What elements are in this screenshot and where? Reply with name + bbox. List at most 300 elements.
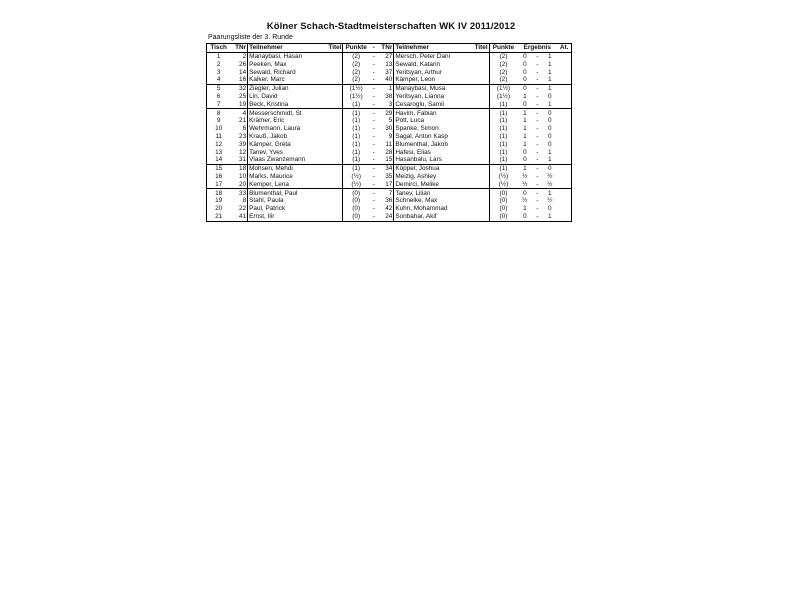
table-cell-name-white: Vlaas Zwanzemann: [248, 156, 324, 164]
table-cell-name-white: Blumenthal, Paul: [249, 189, 298, 197]
table-cell-name-white: Wehrmann, Laura: [249, 125, 301, 133]
table-cell-dash: -: [372, 85, 375, 93]
table-cell-tnr-black: 7: [379, 189, 394, 197]
table-cell-name-black: Köppel, Joshua: [395, 165, 440, 173]
table-cell-titel-black: [470, 181, 489, 189]
table-cell-name-black: Spanke, Simon: [395, 125, 439, 133]
table-cell-tisch: 17: [207, 181, 231, 189]
table-cell-tisch: 18: [207, 189, 231, 197]
table-cell-tnr-black: 17: [379, 181, 394, 189]
table-cell-result-dash: -: [536, 109, 539, 117]
table-cell-name-white: Mohsen, Mehdi: [249, 165, 293, 173]
table-cell-dash: -: [372, 165, 375, 173]
table-cell-titel-black: [470, 156, 489, 164]
table-cell-tisch: 13: [207, 148, 231, 156]
table-cell-tnr-white: 39: [230, 141, 247, 149]
table-cell-at: [557, 61, 571, 69]
table-cell-tisch: 6: [207, 93, 231, 101]
header-punkte-black: Punkte: [489, 44, 517, 53]
table-cell-tnr-black: 38: [379, 93, 394, 101]
table-cell-result-dash: -: [536, 173, 539, 181]
table-cell-punkte-white: (1): [352, 117, 361, 125]
table-cell-punkte-black: (½): [498, 173, 509, 181]
table-cell-punkte-white: (1): [343, 156, 369, 164]
table-cell-result-white: ½: [522, 173, 528, 181]
table-cell-result-white: 0: [517, 101, 532, 109]
table-cell-at: [557, 197, 571, 205]
table-row: [207, 101, 572, 109]
table-cell-tnr-white: 6: [230, 125, 247, 133]
table-cell-punkte-black: (0): [499, 197, 508, 205]
round-subtitle: Paarungsliste der 3. Runde: [208, 34, 293, 41]
table-row: [207, 197, 572, 205]
table-cell-punkte-black: (1½): [496, 85, 510, 93]
table-cell-result-white: 0: [517, 76, 532, 84]
table-cell-result-dash: -: [536, 165, 539, 173]
table-cell-dash: -: [372, 60, 375, 68]
table-cell-dash: -: [372, 93, 375, 101]
table-cell-tisch: 14: [207, 156, 231, 164]
table-cell-titel-black: [470, 141, 489, 149]
table-cell-result-white: 1: [523, 109, 527, 117]
page-title: Kölner Schach-Stadtmeisterschaften WK IV 2011/2012: [266, 21, 516, 32]
table-cell-titel-white: [323, 84, 342, 92]
table-cell-name-white: Kalker, Marc: [248, 76, 324, 84]
table-cell-punkte-white: (1½): [349, 93, 363, 101]
table-cell-dash: -: [372, 189, 375, 197]
table-cell-titel-white: [323, 156, 342, 164]
table-cell-dash: -: [372, 148, 375, 156]
table-cell-name-white: Marks, Maurice: [249, 173, 293, 181]
table-cell-titel-white: [323, 101, 342, 109]
table-cell-tisch: 9: [207, 117, 231, 125]
table-cell-dash: -: [372, 68, 375, 76]
table-cell-tisch: 15: [207, 164, 231, 172]
table-cell-tisch: 1: [207, 52, 231, 60]
table-cell-titel-white: [323, 205, 342, 213]
table-cell-punkte-black: (1): [499, 109, 508, 117]
table-cell-tisch: 11: [207, 133, 231, 141]
table-cell-tnr-black: 15: [379, 156, 394, 164]
table-cell-result-white: 0: [523, 85, 527, 93]
table-cell-punkte-white: (1): [343, 101, 369, 109]
table-cell-result-white: 0: [523, 60, 527, 68]
header-dash: -: [369, 44, 379, 53]
table-cell-titel-white: [323, 125, 342, 133]
table-cell-result-dash: -: [536, 68, 539, 76]
table-cell-tnr-white: 26: [230, 61, 247, 69]
table-cell-dash: -: [372, 140, 375, 148]
table-cell-result-white: 0: [523, 148, 527, 156]
table-row: [207, 148, 572, 156]
table-cell-tnr-black: 37: [379, 68, 394, 76]
table-cell-name-black: Havim, Fabian: [395, 109, 437, 117]
table-cell-tnr-black: 13: [379, 61, 394, 69]
table-row: [207, 173, 572, 181]
table-row: [207, 133, 572, 141]
table-row: [207, 61, 572, 69]
table-cell-name-white: Ernst, Ilir: [248, 213, 324, 221]
table-cell-name-black: Schnelke, Max: [395, 197, 438, 205]
table-cell-punkte-white: (1): [352, 109, 361, 117]
table-cell-name-black: Sonbahar, Akif: [394, 213, 470, 221]
table-cell-at: [557, 205, 571, 213]
table-cell-punkte-white: (2): [352, 68, 361, 76]
table-cell-titel-white: [323, 109, 342, 117]
table-cell-name-white: Paul, Patrick: [249, 205, 286, 213]
table-cell-titel-white: [323, 133, 342, 141]
table-cell-punkte-white: (0): [352, 205, 361, 213]
table-cell-name-white: Peeken, Max: [249, 60, 287, 68]
table-cell-name-white: Ziegler, Julian: [249, 85, 289, 93]
table-cell-punkte-black: (1): [499, 140, 508, 148]
table-cell-tnr-white: 8: [230, 197, 247, 205]
table-cell-result-dash: -: [532, 76, 542, 84]
table-cell-tnr-black: 30: [379, 125, 394, 133]
table-row: [207, 109, 572, 117]
header-tisch: Tisch: [207, 44, 231, 53]
table-cell-name-black: Sagal, Anton Kasp: [395, 133, 448, 141]
table-cell-titel-black: [470, 125, 489, 133]
table-cell-titel-black: [470, 52, 489, 60]
table-cell-titel-black: [470, 76, 489, 84]
table-cell-punkte-white: (½): [351, 173, 361, 181]
table-cell-titel-white: [323, 164, 342, 172]
table-cell-tnr-white: 4: [230, 109, 247, 117]
table-cell-punkte-black: (0): [499, 189, 508, 197]
table-cell-name-black: Blumenthal, Jakob: [395, 140, 448, 148]
table-cell-result-dash: -: [536, 133, 539, 141]
table-row: [207, 76, 572, 84]
table-cell-tnr-white: 10: [230, 173, 247, 181]
table-cell-tnr-black: 36: [379, 197, 394, 205]
table-cell-name-black: Hasanbalu, Lars: [394, 156, 470, 164]
table-cell-name-white: Kämper, Greta: [249, 140, 291, 148]
table-cell-dash: -: [369, 101, 379, 109]
table-cell-tnr-white: 22: [230, 205, 247, 213]
table-cell-name-black: Sewald, Katarin: [395, 60, 441, 68]
table-cell-titel-black: [470, 101, 489, 109]
table-cell-result-black: 1: [547, 68, 552, 76]
table-cell-punkte-black: (2): [499, 68, 508, 76]
table-cell-result-dash: -: [536, 125, 539, 133]
table-cell-result-black: 0: [547, 133, 552, 141]
table-cell-tisch: 7: [207, 101, 231, 109]
table-cell-result-white: 0: [523, 53, 527, 61]
table-cell-result-black: 1: [542, 101, 557, 109]
table-cell-tnr-black: 28: [379, 148, 394, 156]
table-cell-punkte-black: (1½): [496, 93, 510, 101]
table-cell-result-white: 0: [523, 189, 527, 197]
pairings-body: [207, 52, 572, 221]
table-cell-punkte-black: (1): [489, 156, 517, 164]
table-cell-name-black: Hafesi, Elias: [395, 148, 431, 156]
pairings-table: [206, 43, 572, 222]
table-cell-punkte-white: (1½): [349, 85, 363, 93]
table-cell-name-white: Messerschmidt, St: [249, 109, 302, 117]
table-row: [207, 125, 572, 133]
table-cell-tisch: 20: [207, 205, 231, 213]
table-cell-punkte-black: (2): [499, 53, 508, 61]
table-cell-tnr-black: 9: [379, 133, 394, 141]
table-cell-titel-black: [470, 173, 489, 181]
table-cell-tnr-black: 42: [379, 205, 394, 213]
header-titel-white: Titel: [323, 44, 342, 53]
table-cell-punkte-black: (1): [499, 148, 508, 156]
table-cell-result-white: 1: [523, 133, 527, 141]
header-at: At.: [557, 44, 571, 53]
table-cell-result-white: 0: [517, 156, 532, 164]
table-cell-tisch: 3: [207, 68, 231, 76]
table-cell-result-black: 0: [547, 93, 552, 101]
table-cell-dash: -: [372, 53, 375, 61]
table-cell-result-black: 0: [547, 109, 552, 117]
table-row: [207, 141, 572, 149]
table-cell-tisch: 8: [207, 109, 231, 117]
table-cell-punkte-white: (1): [352, 148, 361, 156]
table-cell-result-dash: -: [532, 101, 542, 109]
table-cell-titel-black: [470, 68, 489, 76]
table-cell-result-white: 0: [523, 68, 527, 76]
table-cell-tnr-black: 24: [379, 213, 394, 221]
table-cell-name-white: Manaybasi, Hasan: [249, 53, 303, 61]
table-cell-result-dash: -: [536, 85, 539, 93]
table-cell-result-black: 0: [547, 205, 552, 213]
table-cell-name-white: Lin, David: [249, 93, 278, 101]
table-cell-result-black: 1: [542, 156, 557, 164]
table-cell-at: [557, 181, 571, 189]
table-cell-at: [557, 141, 571, 149]
table-row: [207, 156, 572, 164]
table-cell-punkte-white: (0): [343, 213, 369, 221]
table-cell-tnr-white: 19: [230, 101, 247, 109]
table-cell-name-black: Tanev, Lilian: [395, 189, 431, 197]
table-cell-punkte-black: (2): [499, 60, 508, 68]
table-cell-punkte-white: (2): [352, 60, 361, 68]
table-cell-titel-black: [470, 117, 489, 125]
header-tnr-black: TNr: [379, 44, 394, 53]
table-cell-punkte-white: (1): [352, 133, 361, 141]
table-cell-result-dash: -: [536, 140, 539, 148]
table-cell-at: [557, 117, 571, 125]
table-cell-at: [557, 84, 571, 92]
table-cell-titel-white: [323, 117, 342, 125]
table-cell-at: [557, 76, 571, 84]
table-cell-tisch: 5: [207, 84, 231, 92]
table-cell-name-white: Krämer, Eric: [249, 117, 285, 125]
table-cell-result-dash: -: [536, 189, 539, 197]
table-row: [207, 189, 572, 197]
table-cell-titel-white: [323, 76, 342, 84]
table-cell-name-black: Mersch, Peter Dani: [395, 53, 451, 61]
table-cell-result-dash: -: [532, 156, 542, 164]
table-cell-titel-white: [323, 93, 342, 101]
table-cell-result-dash: -: [536, 148, 539, 156]
table-cell-tnr-white: 18: [230, 164, 247, 172]
table-cell-tisch: 2: [207, 61, 231, 69]
table-cell-dash: -: [372, 205, 375, 213]
table-cell-dash: -: [372, 125, 375, 133]
table-cell-at: [557, 52, 571, 60]
table-cell-punkte-white: (2): [352, 53, 361, 61]
table-cell-punkte-black: (1): [499, 133, 508, 141]
table-cell-titel-black: [470, 148, 489, 156]
table-cell-tnr-black: 5: [379, 117, 394, 125]
table-cell-result-black: 1: [547, 60, 552, 68]
table-cell-punkte-white: (1): [352, 140, 361, 148]
table-cell-tnr-black: 11: [379, 141, 394, 149]
table-cell-result-black: 0: [547, 117, 552, 125]
table-cell-name-black: Meizig, Ashley: [395, 173, 437, 181]
table-cell-result-dash: -: [532, 213, 542, 221]
table-cell-titel-black: [470, 61, 489, 69]
table-cell-dash: -: [369, 213, 379, 221]
table-cell-titel-white: [323, 181, 342, 189]
table-cell-punkte-white: (2): [343, 76, 369, 84]
table-cell-name-black: Manaybasi, Musa: [395, 85, 446, 93]
table-cell-name-black: Cesaroglu, Samil: [394, 101, 470, 109]
table-row: [207, 117, 572, 125]
table-cell-tnr-white: 25: [230, 93, 247, 101]
table-cell-result-dash: -: [536, 53, 539, 61]
table-cell-result-white: 1: [523, 140, 527, 148]
table-cell-titel-black: [470, 189, 489, 197]
table-cell-titel-white: [323, 173, 342, 181]
table-cell-name-black: Kämper, Leon: [394, 76, 470, 84]
table-cell-at: [557, 109, 571, 117]
table-row: [207, 205, 572, 213]
table-header-row: [207, 44, 572, 53]
table-cell-result-black: 0: [547, 165, 552, 173]
table-cell-result-black: 1: [547, 148, 552, 156]
table-row: [207, 213, 572, 221]
table-cell-result-dash: -: [536, 93, 539, 101]
table-cell-titel-white: [323, 213, 342, 221]
table-cell-punkte-black: (1): [499, 117, 508, 125]
table-cell-titel-black: [470, 109, 489, 117]
table-cell-at: [557, 148, 571, 156]
table-cell-result-dash: -: [536, 117, 539, 125]
table-cell-result-black: ½: [547, 173, 553, 181]
table-cell-tnr-white: 16: [230, 76, 247, 84]
table-cell-at: [557, 156, 571, 164]
table-cell-titel-white: [323, 148, 342, 156]
table-cell-punkte-white: (½): [343, 181, 369, 189]
table-cell-titel-black: [470, 197, 489, 205]
table-cell-at: [557, 125, 571, 133]
table-cell-dash: -: [372, 133, 375, 141]
header-ergebnis: Ergebnis: [517, 44, 557, 53]
header-titel-black: Titel: [470, 44, 489, 53]
table-cell-result-white: ½: [522, 197, 528, 205]
header-teilnehmer-black: Teilnehmer: [394, 44, 470, 53]
table-cell-dash: -: [369, 181, 379, 189]
table-cell-titel-black: [470, 164, 489, 172]
table-cell-result-black: 1: [542, 213, 557, 221]
table-cell-punkte-black: (1): [499, 165, 508, 173]
table-cell-titel-white: [323, 61, 342, 69]
table-cell-tisch: 16: [207, 173, 231, 181]
table-cell-tnr-white: 21: [230, 117, 247, 125]
table-cell-punkte-black: (½): [489, 181, 517, 189]
table-cell-tnr-white: 2: [230, 52, 247, 60]
table-cell-at: [557, 101, 571, 109]
table-cell-name-black: Demirci, Melike: [394, 181, 470, 189]
table-cell-tnr-white: 31: [230, 156, 247, 164]
table-cell-result-white: 1: [523, 125, 527, 133]
table-cell-name-white: Beck, Kristina: [248, 101, 324, 109]
table-cell-name-white: Kemper, Lena: [248, 181, 324, 189]
table-cell-punkte-black: (0): [499, 205, 508, 213]
table-cell-at: [557, 164, 571, 172]
table-cell-tisch: 10: [207, 125, 231, 133]
table-cell-tisch: 4: [207, 76, 231, 84]
table-row: [207, 164, 572, 172]
table-cell-titel-white: [323, 52, 342, 60]
table-cell-result-black: 1: [547, 53, 552, 61]
table-cell-tnr-black: 35: [379, 173, 394, 181]
table-cell-punkte-white: (1): [352, 125, 361, 133]
table-row: [207, 181, 572, 189]
table-cell-tisch: 19: [207, 197, 231, 205]
table-cell-tnr-white: 20: [230, 181, 247, 189]
table-cell-result-white: 1: [523, 165, 527, 173]
table-cell-result-dash: -: [536, 197, 539, 205]
table-cell-titel-black: [470, 205, 489, 213]
header-teilnehmer-white: Teilnehmer: [248, 44, 324, 53]
table-cell-tnr-white: 12: [230, 148, 247, 156]
table-cell-tnr-black: 1: [379, 84, 394, 92]
table-cell-titel-black: [470, 93, 489, 101]
table-cell-name-white: Krauß, Jakob: [249, 133, 288, 141]
table-cell-titel-white: [323, 189, 342, 197]
table-cell-result-white: 1: [523, 205, 527, 213]
table-cell-result-white: 0: [517, 213, 532, 221]
table-cell-dash: -: [372, 117, 375, 125]
table-cell-at: [557, 213, 571, 221]
table-cell-dash: -: [372, 173, 375, 181]
table-cell-tisch: 21: [207, 213, 231, 221]
table-cell-at: [557, 68, 571, 76]
table-cell-dash: -: [369, 76, 379, 84]
table-cell-punkte-black: (0): [489, 213, 517, 221]
table-cell-result-white: 1: [523, 93, 527, 101]
table-cell-result-white: ½: [517, 181, 532, 189]
table-row: [207, 52, 572, 60]
table-cell-punkte-black: (2): [489, 76, 517, 84]
table-cell-name-black: Pott, Luca: [395, 117, 425, 125]
table-cell-tnr-white: 41: [230, 213, 247, 221]
table-cell-punkte-white: (0): [352, 197, 361, 205]
table-cell-result-dash: -: [532, 181, 542, 189]
table-cell-name-black: Yeritsyan, Lianna: [395, 93, 445, 101]
table-cell-tnr-white: 23: [230, 133, 247, 141]
table-cell-tnr-black: 34: [379, 164, 394, 172]
table-cell-tisch: 12: [207, 141, 231, 149]
table-cell-result-black: 1: [542, 76, 557, 84]
table-cell-result-dash: -: [536, 205, 539, 213]
table-cell-name-white: Tanev, Yves: [249, 148, 284, 156]
table-cell-titel-black: [470, 213, 489, 221]
table-cell-dash: -: [369, 156, 379, 164]
table-cell-at: [557, 133, 571, 141]
table-cell-result-black: 1: [547, 189, 552, 197]
table-cell-name-black: Kuhn, Mohammad: [395, 205, 448, 213]
table-cell-result-black: ½: [542, 181, 557, 189]
table-cell-result-black: 0: [547, 140, 552, 148]
table-cell-name-black: Yeritsyan, Arthur: [395, 68, 442, 76]
header-tnr-white: TNr: [230, 44, 247, 53]
